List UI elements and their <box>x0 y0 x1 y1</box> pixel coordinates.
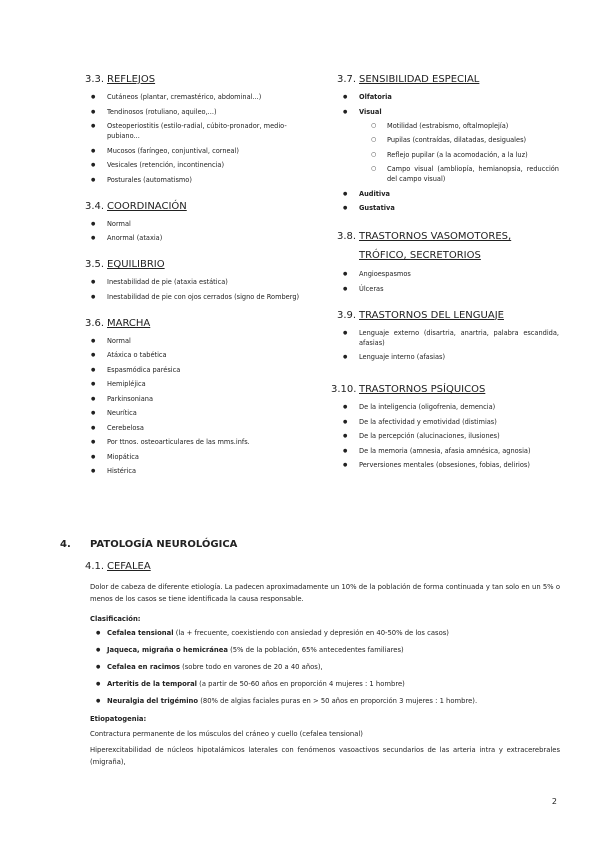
section-title: COORDINACIÓN <box>107 200 187 212</box>
left-column <box>85 72 305 481</box>
section-lenguaje <box>337 308 559 363</box>
term: Cefalea tensional <box>107 629 174 637</box>
sub-list <box>359 121 559 185</box>
section-title: SENSIBILIDAD ESPECIAL <box>359 74 480 85</box>
section-heading <box>337 72 559 88</box>
section-sensibilidad <box>337 72 559 213</box>
list-item-visual <box>337 107 559 185</box>
list-item: ● De la percepción (alucinaciones, ilusiones) <box>337 431 559 441</box>
section-heading <box>337 308 559 324</box>
list-item: ● Normal <box>85 336 305 346</box>
list-item: ● Histérica <box>85 466 305 476</box>
list-item: ● Parkinsoniana <box>85 394 305 404</box>
bullet-list <box>337 92 559 213</box>
section-title: MARCHA <box>107 317 151 329</box>
subsection-heading <box>85 559 560 575</box>
list-item <box>90 662 560 672</box>
list-item: ● Cutáneos (plantar, cremastérico, abdominal...) <box>85 92 305 102</box>
term-description: (5% de la población, 65% antecedentes familiares) <box>227 646 404 654</box>
list-item <box>90 645 560 655</box>
section-number: 3.8. <box>337 231 357 242</box>
list-item <box>90 696 560 706</box>
chapter-heading <box>60 537 560 553</box>
term-description: (sobre todo en varones de 20 a 40 años), <box>179 663 323 671</box>
sub-list-item: ○ Reflejo pupilar (a la acomodación, a la luz) <box>359 150 559 160</box>
section-heading <box>331 382 559 398</box>
bullet-list <box>85 92 305 185</box>
list-item: ● Inestabilidad de pie (ataxia estática) <box>85 277 305 287</box>
etiopatogenia-paragraph: Contractura permanente de los músculos del cráneo y cuello (cefalea tensional) <box>90 730 363 738</box>
section-number: 3.4. <box>85 200 105 212</box>
section-vasomotores <box>337 227 559 294</box>
term-description: (80% de algias faciales puras en > 50 años en proporción 3 mujeres : 1 hombre). <box>198 697 478 705</box>
bullet-list <box>85 277 305 302</box>
term-description: (a partir de 50-60 años en proporción 4 mujeres : 1 hombre) <box>197 680 405 688</box>
list-item: ● Úlceras <box>337 284 559 294</box>
list-item: ● De la afectividad y emotividad (distimias) <box>337 417 559 427</box>
term: Neuralgia del trigémino <box>107 697 199 705</box>
subsection-title: CEFALEA <box>107 561 151 572</box>
section-title: REFLEJOS <box>107 74 156 85</box>
list-item: ● Inestabilidad de pie con ojos cerrados (signo de Romberg) <box>85 292 305 302</box>
term-description: (la + frecuente, coexistiendo con ansiedad y depresión en 40-50% de los casos) <box>173 629 449 637</box>
section-number: 3.9. <box>337 309 357 321</box>
list-item <box>90 679 560 689</box>
list-item: ● Auditiva <box>337 189 559 199</box>
list-item: ● Olfatoria <box>337 92 559 102</box>
list-item: ● Tendinosos (rotuliano, aquileo,...) <box>85 107 305 117</box>
section-title: EQUILIBRIO <box>107 259 165 270</box>
etiopatogenia-label: Etiopatogenia: <box>90 715 147 723</box>
section-reflejos <box>85 72 305 185</box>
section-number: 3.7. <box>337 74 357 85</box>
list-item: ● Angioespasmos <box>337 269 559 279</box>
chapter-number: 4. <box>60 539 71 550</box>
list-item: ● Gustativa <box>337 203 559 213</box>
list-item: ● Posturales (automatismo) <box>85 175 305 185</box>
list-item: ● Miopática <box>85 452 305 462</box>
list-item: ● Cerebelosa <box>85 423 305 433</box>
list-item: ● Neurítica <box>85 408 305 418</box>
sub-list-item: ○ Pupilas (contraídas, dilatadas, desiguales) <box>359 135 559 145</box>
section-number: 3.10. <box>331 384 357 395</box>
section-title: TRASTORNOS VASOMOTORES, TRÓFICO, SECRETORIOS <box>359 231 512 261</box>
clasificacion-list <box>90 628 560 706</box>
list-item: ● De la memoria (amnesia, afasia amnésica, agnosia) <box>337 446 559 456</box>
clasificacion-label: Clasificación: <box>90 615 141 623</box>
list-item: ● Vesicales (retención, incontinencia) <box>85 160 305 170</box>
list-item: ● Espasmódica parésica <box>85 365 305 375</box>
etiopatogenia-paragraph: Hiperexcitabilidad de núcleos hipotalámicos laterales con fenómenos vasoactivos secundarios de las arteria intra y extracerebrales (migraña), <box>90 746 560 766</box>
section-equilibrio <box>85 257 305 302</box>
list-item: ● Anormal (ataxia) <box>85 233 305 243</box>
list-item: ● Normal <box>85 219 305 229</box>
bullet-list <box>85 219 305 244</box>
term: Jaqueca, migraña o hemicránea <box>107 646 228 654</box>
list-item: ● Lenguaje externo (disartria, anartria, palabra escandida, afasias) <box>337 328 559 348</box>
bullet-list <box>337 402 559 470</box>
term: Arteritis de la temporal <box>107 680 198 688</box>
section-heading <box>85 72 305 88</box>
section-psiquicos <box>331 382 559 470</box>
section-title: TRASTORNOS DEL LENGUAJE <box>359 309 504 321</box>
section-heading <box>337 227 559 265</box>
section-marcha <box>85 316 305 477</box>
list-item: ● Por ttnos. osteoarticulares de las mms.infs. <box>85 437 305 447</box>
list-item <box>90 628 560 638</box>
right-column <box>331 72 559 475</box>
chapter-title: PATOLOGÍA NEUROLÓGICA <box>90 539 238 550</box>
list-item: ● Hemipléjica <box>85 379 305 389</box>
list-item: ● De la inteligencia (oligofrenia, demencia) <box>337 402 559 412</box>
intro-paragraph: Dolor de cabeza de diferente etiología. La padecen aproximadamente un 10% de la población de forma continuada y tan solo en un 5% o menos de los casos se tiene identificada la causa responsable. <box>90 583 560 603</box>
bullet-list <box>337 269 559 294</box>
sub-list-item: ○ Motilidad (estrabismo, oftalmoplejía) <box>359 121 559 131</box>
section-heading <box>85 199 305 215</box>
list-item: ● Perversiones mentales (obsesiones, fobias, delirios) <box>337 460 559 470</box>
list-item: ● Osteoperiostitis (estilo-radial, cúbito-pronador, medio-pubiano... <box>85 121 305 141</box>
list-item-label: Visual <box>359 107 382 116</box>
section-title: TRASTORNOS PSÍQUICOS <box>359 384 486 395</box>
list-item: ● Lenguaje interno (afasias) <box>337 352 559 362</box>
subsection-number: 4.1. <box>85 561 105 572</box>
section-coordinacion <box>85 199 305 244</box>
section-heading <box>85 257 305 273</box>
term: Cefalea en racimos <box>107 663 180 671</box>
sub-list-item: ○ Campo visual (ambliopía, hemianopsia, reducción del campo visual) <box>359 164 559 184</box>
bullet-list <box>85 336 305 477</box>
section-number: 3.5. <box>85 259 105 270</box>
section-heading <box>85 316 305 332</box>
page-number: 2 <box>551 797 557 806</box>
section-patologia <box>60 537 560 768</box>
list-item: ● Atáxica o tabética <box>85 350 305 360</box>
list-item: ● Mucosos (faríngeo, conjuntival, corneal) <box>85 146 305 156</box>
bullet-list <box>337 328 559 363</box>
section-number: 3.6. <box>85 317 105 329</box>
section-number: 3.3. <box>85 74 105 85</box>
